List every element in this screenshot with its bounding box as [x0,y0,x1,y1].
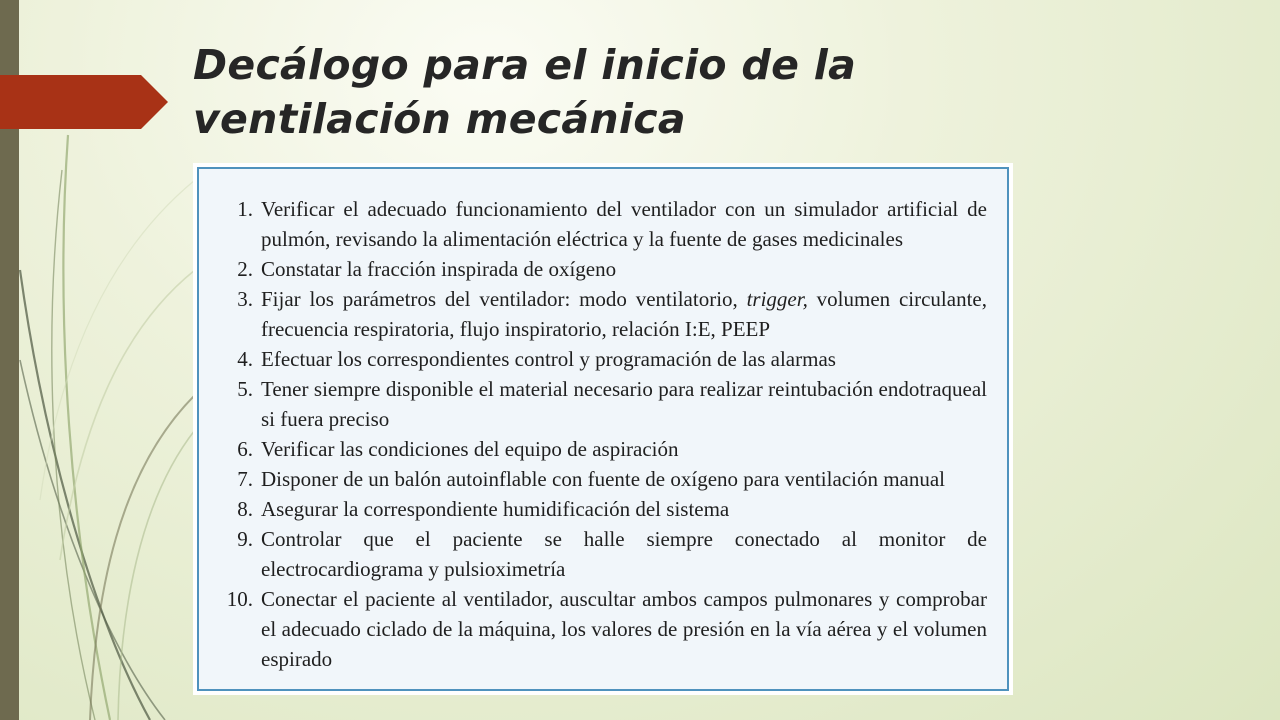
list-item [199,344,987,374]
item-number: 4. [237,347,253,371]
item-number: 3. [237,287,253,311]
item-text: Constatar la fracción inspirada de oxígeno [261,257,617,281]
checklist [199,194,987,674]
item-number: 6. [237,437,253,461]
item-number: 7. [237,467,253,491]
slide-title-line-2: ventilación mecánica [193,95,686,143]
list-item [199,284,987,344]
item-text [261,284,987,344]
checklist-box [197,167,1009,691]
slide-title [193,38,1093,146]
slide-title-line-1: Decálogo para el inicio de la [193,41,857,89]
item-text: Efectuar los correspondientes control y programación de las alarmas [261,347,836,371]
item-number: 9. [237,527,253,551]
list-item [199,434,987,464]
item-text-end: volumen circulante, frecuencia respiratoria, flujo inspiratorio, relación I:E, PEEP [261,287,987,341]
item-text: Disponer de un balón autoinflable con fuente de oxígeno para ventilación manual [261,467,946,491]
item-number: 2. [237,257,253,281]
content-image-frame [193,163,1013,695]
item-number: 10. [226,587,253,611]
list-item [199,584,987,674]
item-text: Verificar las condiciones del equipo de aspiración [261,437,679,461]
item-text: Asegurar la correspondiente humidificación del sistema [261,497,730,521]
list-item [199,374,987,434]
item-text: Tener siempre disponible el material necesario para realizar reintubación endotraqueal si fuera preciso [261,377,987,431]
item-text: Conectar el paciente al ventilador, auscultar ambos campos pulmonares y comprobar el adecuado ciclado de la máquina, los valores de presión en la vía aérea y el volumen espirado [261,587,987,671]
list-item [199,254,987,284]
item-number: 8. [237,497,253,521]
item-number: 5. [237,377,253,401]
item-text: Verificar el adecuado funcionamiento del ventilador con un simulador artificial de pulmón, revisando la alimentación eléctrica y la fuente de gases medicinales [261,197,987,251]
list-item [199,494,987,524]
list-item [199,194,987,254]
item-text: Controlar que el paciente se halle siempre conectado al monitor de electrocardiograma y pulsioximetría [261,527,987,581]
list-item [199,524,987,584]
item-number: 1. [237,197,253,221]
item-text-start: Fijar los parámetros del ventilador: modo ventilatorio, [261,287,747,311]
arrow-pentagon-icon [0,75,170,129]
list-item [199,464,987,494]
item-text-emphasis: trigger, [746,287,808,311]
